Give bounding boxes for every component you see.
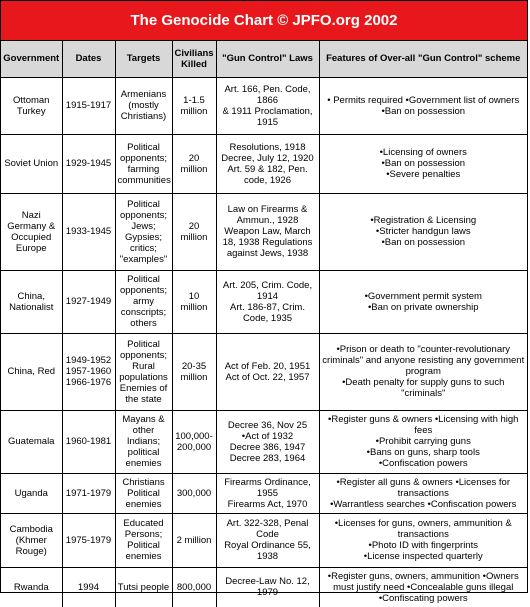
- features-cell: •Licensing of owners •Ban on possession •Severe penalties: [319, 134, 527, 193]
- features-cell: •Prison or death to "counter-revolutionary criminals" and anyone resisting any government program •Death penalty for supply guns to such "criminals": [319, 333, 527, 410]
- government-cell: China, Nationalist: [1, 270, 62, 333]
- killed-cell: 20 million: [172, 134, 216, 193]
- laws-cell: Firearms Ordinance, 1955 Firearms Act, 1970: [216, 473, 319, 513]
- features-cell: •Register guns, owners, ammunition •Owners must justify need •Concealable guns illegal •Confiscating powers: [319, 567, 527, 607]
- killed-cell: 100,000-200,000: [172, 410, 216, 473]
- laws-cell: Decree 36, Nov 25 •Act of 1932 Decree 386, 1947 Decree 283, 1964: [216, 410, 319, 473]
- features-cell: •Register all guns & owners •Licenses for transactions •Warrantless searches •Confiscation powers: [319, 473, 527, 513]
- targets-cell: Christians Political enemies: [115, 473, 172, 513]
- laws-cell: Law on Firearms & Ammun., 1928 Weapon Law, March 18, 1938 Regulations against Jews, 1938: [216, 193, 319, 270]
- government-cell: Ottoman Turkey: [1, 77, 62, 134]
- dates-cell: 1960-1981: [62, 410, 115, 473]
- dates-cell: 1927-1949: [62, 270, 115, 333]
- dates-cell: 1929-1945: [62, 134, 115, 193]
- table-row: [1, 333, 527, 410]
- laws-cell: Resolutions, 1918 Decree, July 12, 1920 Art. 59 & 182, Pen. code, 1926: [216, 134, 319, 193]
- government-cell: China, Red: [1, 333, 62, 410]
- table-row: [1, 513, 527, 567]
- header-civilians-killed: Civilians Killed: [172, 41, 216, 77]
- dates-cell: 1994: [62, 567, 115, 607]
- table-row: [1, 410, 527, 473]
- header-targets: Targets: [115, 41, 172, 77]
- table-row: [1, 270, 527, 333]
- targets-cell: Tutsi people: [115, 567, 172, 607]
- government-cell: Nazi Germany & Occupied Europe: [1, 193, 62, 270]
- table-row: [1, 473, 527, 513]
- features-cell: •Licenses for guns, owners, ammunition & transactions •Photo ID with fingerprints •License inspected quarterly: [319, 513, 527, 567]
- header-government: Government: [1, 41, 62, 77]
- header-row: [1, 41, 527, 77]
- targets-cell: Mayans & other Indians; political enemies: [115, 410, 172, 473]
- government-cell: Uganda: [1, 473, 62, 513]
- laws-cell: Act of Feb. 20, 1951 Act of Oct. 22, 1957: [216, 333, 319, 410]
- killed-cell: 300,000: [172, 473, 216, 513]
- targets-cell: Political opponents; army conscripts; others: [115, 270, 172, 333]
- features-cell: • Permits required •Government list of owners •Ban on possession: [319, 77, 527, 134]
- targets-cell: Political opponents; Jews; Gypsies; critics; "examples": [115, 193, 172, 270]
- dates-cell: 1915-1917: [62, 77, 115, 134]
- killed-cell: 2 million: [172, 513, 216, 567]
- killed-cell: 20-35 million: [172, 333, 216, 410]
- targets-cell: Political opponents; Rural populations Enemies of the state: [115, 333, 172, 410]
- header-gun-control-laws: "Gun Control" Laws: [216, 41, 319, 77]
- laws-cell: Art. 166, Pen. Code, 1866 & 1911 Proclamation, 1915: [216, 77, 319, 134]
- killed-cell: 10 million: [172, 270, 216, 333]
- government-cell: Guatemala: [1, 410, 62, 473]
- laws-cell: Art. 205, Crim. Code, 1914 Art. 186-87, Crim. Code, 1935: [216, 270, 319, 333]
- government-cell: Rwanda: [1, 567, 62, 607]
- killed-cell: 1-1.5 million: [172, 77, 216, 134]
- genocide-table: [1, 41, 527, 607]
- table-row: [1, 77, 527, 134]
- dates-cell: 1975-1979: [62, 513, 115, 567]
- features-cell: •Registration & Licensing •Stricter handgun laws •Ban on possession: [319, 193, 527, 270]
- table-row: [1, 134, 527, 193]
- features-cell: •Government permit system •Ban on private ownership: [319, 270, 527, 333]
- government-cell: Cambodia (Khmer Rouge): [1, 513, 62, 567]
- dates-cell: 1949-1952 1957-1960 1966-1976: [62, 333, 115, 410]
- header-features: Features of Over-all "Gun Control" scheme: [319, 41, 527, 77]
- header-dates: Dates: [62, 41, 115, 77]
- killed-cell: 20 million: [172, 193, 216, 270]
- targets-cell: Armenians (mostly Christians): [115, 77, 172, 134]
- table-row: [1, 567, 527, 607]
- features-cell: •Register guns & owners •Licensing with high fees •Prohibit carrying guns •Bans on guns, sharp tools •Confiscation powers: [319, 410, 527, 473]
- dates-cell: 1933-1945: [62, 193, 115, 270]
- targets-cell: Political opponents; farming communities: [115, 134, 172, 193]
- table-row: [1, 193, 527, 270]
- dates-cell: 1971-1979: [62, 473, 115, 513]
- targets-cell: Educated Persons; Political enemies: [115, 513, 172, 567]
- chart-title: The Genocide Chart © JPFO.org 2002: [1, 1, 527, 41]
- killed-cell: 800,000: [172, 567, 216, 607]
- laws-cell: Art. 322-328, Penal Code Royal Ordinance 55, 1938: [216, 513, 319, 567]
- laws-cell: Decree-Law No. 12, 1979: [216, 567, 319, 607]
- government-cell: Soviet Union: [1, 134, 62, 193]
